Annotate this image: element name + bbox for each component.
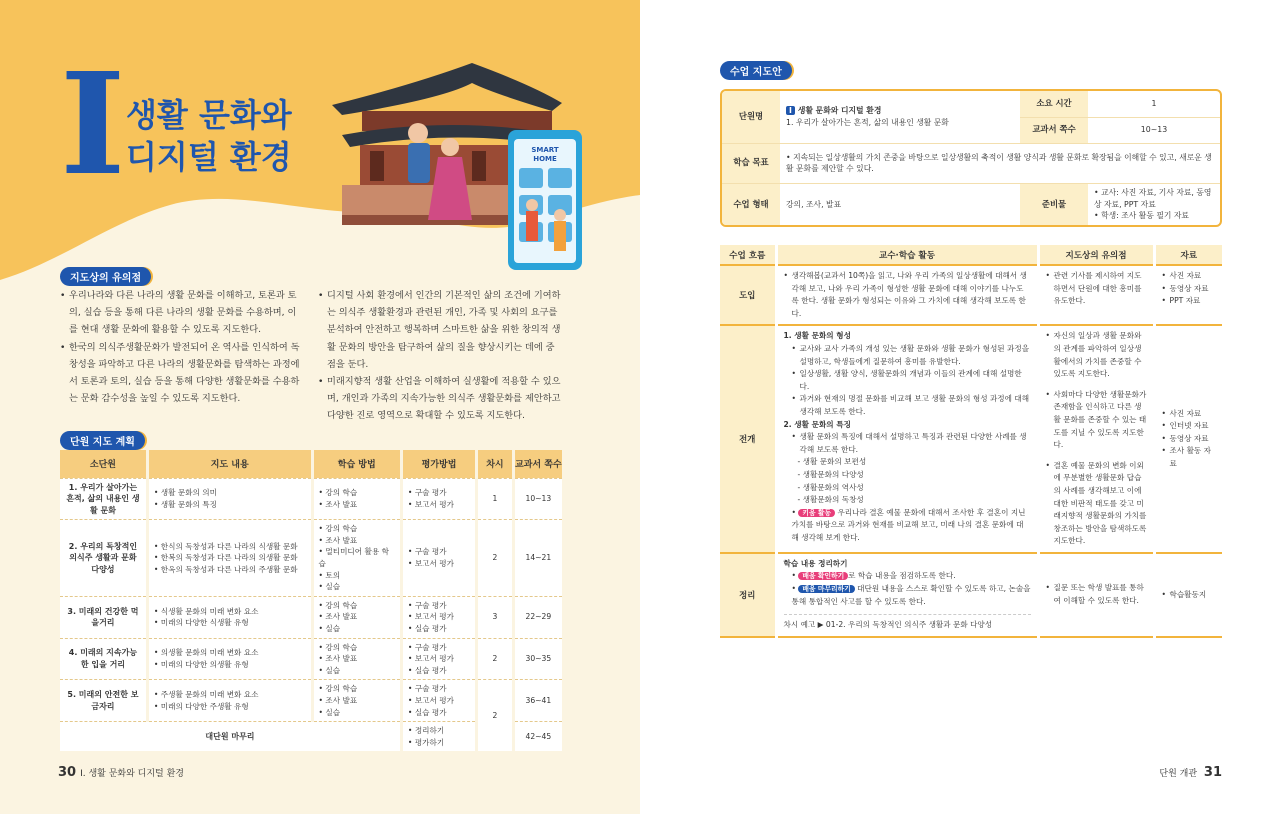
lesson-info-table xyxy=(720,89,1222,227)
note-item: • 한국의 의식주생활문화가 발전되어 온 역사를 인식하여 독창성을 파악하고 다른 나라의 생활문화를 탐색하는 과정에서 토론과 토의, 실습 등을 통해 다양한 생활문화를 수용하는 문화 감수성을 높일 수 있도록 지도한다. xyxy=(60,339,304,408)
wrapup-tag: 배움 마무리하기 xyxy=(798,585,854,593)
time-value: 1 xyxy=(1088,91,1220,117)
activity-cell: 1. 생활 문화의 형성 • 교사와 교사 가족의 개성 있는 생활 문화와 생활 문화가 형성된 과정을 설명하고, 학생들에게 질문하여 흥미를 유발한다. • 일상생활, 생활 양식, 생활문화의 개념과 이들의 관계에 대해 설명한다. • 과거와 현재의 명절 문화를 비교해 보고 생활 문화의 형성 과정에 대해 생각해 보도록 한다. 2. 생활 문화의 특징 • 생활 문화의 특징에 대해서 설명하고 특징과 관련된 다양한 사례를 생각해 보도록 한다. - 생활 문화의 보편성 - 생활문화의 다양성 - 생활문화의 역사성 - 생활문화의 독창성 • 키움 활동 우리나라 결혼 예물 문화에 대해서 조사한 후 결혼이 지닌 가치를 바탕으로 과거와 현재를 비교해 보고, 미래 나의 결혼 문화에 대해 생각해 보게 한다. xyxy=(776,325,1038,553)
plan-eval: • 구술 평가 • 보고서 평가 • 실습 평가 xyxy=(401,680,476,722)
plan-header: 학습 방법 xyxy=(312,450,401,478)
plan-method: • 강의 학습 • 조사 발표 • 실습 xyxy=(312,596,401,638)
flow-header: 자료 xyxy=(1154,245,1222,265)
unit-name xyxy=(780,91,1020,143)
plan-unit: 4. 미래의 지속가능한 입을 거리 xyxy=(60,638,147,680)
svg-text:SMART: SMART xyxy=(531,146,559,154)
note-item: • 디지털 사회 환경에서 인간의 기본적인 삶의 조건에 기여하는 의식주 생활환경과 관련된 개인, 가족 및 사회의 요구를 분석하여 안전하고 행복하며 스마트한 삶을 위한 창의적 생활 문화의 방안을 탐구하여 삶의 질을 향상시키는 데에 중점을 둔다. xyxy=(318,287,562,373)
pages-value: 10~13 xyxy=(1088,117,1220,143)
plan-content: • 의생활 문화의 미래 변화 요소 • 미래의 다양한 의생활 유형 xyxy=(147,638,312,680)
material-cell: • 사진 자료 • 동영상 자료 • PPT 자료 xyxy=(1154,265,1222,325)
flow-header: 지도상의 유의점 xyxy=(1038,245,1154,265)
note-cell: • 자신의 일상과 생활 문화와의 관계를 파악하여 일상생활에서의 가치를 존중할 수 있도록 지도한다. • 사회마다 다양한 생활문화가 존재함을 인식하고 다른 생활 문화를 존중할 수 있는 태도를 지닐 수 있도록 지도한다. • 결혼 예물 문화의 변화 이외에 무분별한 생활문화 답습의 사례를 생각해보고 이에 대한 비판적 태도를 갖고 미래지향적 생활문화의 가치를 창조하는 방안을 탐색하도록 지도한다. xyxy=(1038,325,1154,553)
flow-row-develop xyxy=(720,325,1222,553)
table-row xyxy=(60,478,562,520)
plan-header-row xyxy=(60,450,562,478)
plan-hours: 3 xyxy=(477,596,514,638)
left-footer xyxy=(58,765,184,780)
plan-pages: 42~45 xyxy=(513,722,562,752)
note-cell: • 관련 기사를 제시하여 지도하면서 단원에 대한 흥미를 유도한다. xyxy=(1038,265,1154,325)
plan-header: 지도 내용 xyxy=(147,450,312,478)
goal-text: • 지속되는 일상생활의 가치 존중을 바탕으로 일상생활의 축적이 생활 양식과 생활 문화로 확장됨을 이해할 수 있고, 새로운 생활 문화를 제안할 수 있다. xyxy=(780,143,1220,183)
stage-label: 전개 xyxy=(720,325,776,553)
chapter-title: 생활 문화와 디지털 환경 xyxy=(126,96,292,176)
plan-header: 차시 xyxy=(477,450,514,478)
table-row xyxy=(60,680,562,722)
form-value: 강의, 조사, 발표 xyxy=(786,199,842,209)
plan-pages: 22~29 xyxy=(513,596,562,638)
guide-heading: 수업 지도안 xyxy=(720,60,792,80)
plan-header: 소단원 xyxy=(60,450,147,478)
info-row xyxy=(722,183,1220,225)
stage-label: 정리 xyxy=(720,553,776,637)
plan-hours: 1 xyxy=(477,478,514,520)
unit-label: 단원명 xyxy=(722,91,780,143)
material-cell: • 학습활동지 xyxy=(1154,553,1222,637)
plan-heading: 단원 지도 계획 xyxy=(60,430,145,450)
plan-content: • 식생활 문화의 미래 변화 요소 • 미래의 다양한 식생활 유형 xyxy=(147,596,312,638)
info-row xyxy=(722,143,1220,183)
right-footer xyxy=(1159,765,1222,780)
plan-final-unit: 대단원 마무리 xyxy=(60,722,401,752)
plan-unit: 2. 우리의 독창적인 의식주 생활과 문화 다양성 xyxy=(60,520,147,597)
plan-header: 교과서 쪽수 xyxy=(513,450,562,478)
notes-column-2 xyxy=(318,287,562,425)
info-row xyxy=(722,91,1220,117)
palace-smartphone-illustration xyxy=(322,55,592,275)
unit-badge: I xyxy=(786,106,795,115)
plan-eval: • 구술 평가 • 보고서 평가 • 실습 평가 xyxy=(401,638,476,680)
plan-hours: 2 xyxy=(477,680,514,751)
unit-title: 생활 문화와 디지털 환경 xyxy=(797,106,882,116)
activity-cell: • 생각해봅(교과서 10쪽)을 읽고, 나와 우리 가족의 일상생활에 대해서 생각해 보고, 나와 우리 가족이 형성한 생활 문화에 대해 이야기를 나누도록 한다. 생활 문화가 형성되는 이유와 그 가치에 대해 생각해 보도록 한다. xyxy=(776,265,1038,325)
activity-cell: 학습 내용 정리하기 • 배움 확인하기 로 학습 내용을 점검하도록 한다. • 배움 마무리하기 대단원 내용을 스스로 확인할 수 있도록 하고, 논술을 통해 통합적인 사고를 할 수 있도록 한다. 차시 예고 ▶ 01-2. 우리의 독창적인 의식주 생활과 문화 다양성 xyxy=(776,553,1038,637)
plan-eval: • 구술 평가 • 보고서 평가 xyxy=(401,520,476,597)
plan-unit: 3. 미래의 건강한 먹을거리 xyxy=(60,596,147,638)
review-tag: 배움 확인하기 xyxy=(798,572,848,580)
note-cell: • 질문 또는 학생 발표를 통하여 이해할 수 있도록 한다. xyxy=(1038,553,1154,637)
plan-hours: 2 xyxy=(477,520,514,597)
flow-row-wrap xyxy=(720,553,1222,637)
teaching-notes xyxy=(60,287,562,425)
plan-method: • 강의 학습 • 조사 발표 • 실습 xyxy=(312,638,401,680)
table-row xyxy=(60,638,562,680)
plan-unit: 1. 우리가 살아가는 흔적, 삶의 내용인 생활 문화 xyxy=(60,478,147,520)
plan-hours: 2 xyxy=(477,638,514,680)
prep-label: 준비물 xyxy=(1020,183,1088,225)
activity-tag: 키움 활동 xyxy=(798,509,835,517)
note-item: • 우리나라와 다른 나라의 생활 문화를 이해하고, 토론과 토의, 실습 등을 통해 다른 나라의 생활 문화를 수용하며, 이를 현대 생활 문화에 활용할 수 있도록 지도한다. xyxy=(60,287,304,339)
flow-header: 수업 흐름 xyxy=(720,245,776,265)
plan-pages: 30~35 xyxy=(513,638,562,680)
plan-content: • 생활 문화의 의미 • 생활 문화의 특징 xyxy=(147,478,312,520)
flow-row-intro xyxy=(720,265,1222,325)
plan-eval: • 정리하기 • 평가하기 xyxy=(401,722,476,752)
plan-header: 평가방법 xyxy=(401,450,476,478)
plan-method: • 강의 학습 • 조사 발표 • 멀티미디어 활용 학습 • 토의 • 실습 xyxy=(312,520,401,597)
pages-label: 교과서 쪽수 xyxy=(1020,117,1088,143)
plan-pages: 36~41 xyxy=(513,680,562,722)
table-row xyxy=(60,596,562,638)
note-item: • 미래지향적 생활 산업을 이해하여 실생활에 적용할 수 있으며, 개인과 가족의 지속가능한 의식주 생활문화를 제안하고 다양한 진로 영역으로 확대할 수 있도록 지도한다. xyxy=(318,373,562,425)
plan-pages: 14~21 xyxy=(513,520,562,597)
form-label: 수업 형태 xyxy=(722,183,780,225)
flow-header: 교수·학습 활동 xyxy=(776,245,1038,265)
footer-title: I. 생활 문화와 디지털 환경 xyxy=(80,769,184,779)
page-number: 31 xyxy=(1203,765,1222,780)
svg-text:HOME: HOME xyxy=(533,155,557,163)
material-cell: • 사진 자료 • 인터넷 자료 • 동영상 자료 • 조사 활동 자료 xyxy=(1154,325,1222,553)
table-row xyxy=(60,520,562,597)
right-page xyxy=(640,0,1280,814)
stage-label: 도입 xyxy=(720,265,776,325)
plan-pages: 10~13 xyxy=(513,478,562,520)
plan-content: • 한식의 독창성과 다른 나라의 식생활 문화 • 한복의 독창성과 다른 나라의 의생활 문화 • 한옥의 독창성과 다른 나라의 주생활 문화 xyxy=(147,520,312,597)
notes-heading: 지도상의 유의점 xyxy=(60,266,151,286)
flow-header-row xyxy=(720,245,1222,265)
chapter-numeral: I xyxy=(60,43,126,207)
lesson-flow-table xyxy=(720,245,1222,638)
notes-column-1 xyxy=(60,287,304,425)
footer-title: 단원 개관 xyxy=(1159,769,1198,779)
next-lesson: 차시 예고 ▶ 01-2. 우리의 독창적인 의식주 생활과 문화 다양성 xyxy=(784,614,1031,632)
plan-content: • 주생활 문화의 미래 변화 요소 • 미래의 다양한 주생활 유형 xyxy=(147,680,312,722)
unit-subtitle: 1. 우리가 살아가는 흔적, 삶의 내용인 생활 문화 xyxy=(786,117,949,127)
plan-unit: 5. 미래의 안전한 보금자리 xyxy=(60,680,147,722)
plan-method: • 강의 학습 • 조사 발표 xyxy=(312,478,401,520)
plan-eval: • 구술 평가 • 보고서 평가 xyxy=(401,478,476,520)
page-number: 30 xyxy=(58,765,77,780)
unit-plan-table xyxy=(60,450,562,751)
plan-eval: • 구술 평가 • 보고서 평가 • 실습 평가 xyxy=(401,596,476,638)
time-label: 소요 시간 xyxy=(1020,91,1088,117)
plan-method: • 강의 학습 • 조사 발표 • 실습 xyxy=(312,680,401,722)
goal-label: 학습 목표 xyxy=(722,143,780,183)
prep-list: • 교사: 사진 자료, 기사 자료, 동영상 자료, PPT 자료 • 학생: 조사 활동 필기 자료 xyxy=(1094,188,1212,220)
